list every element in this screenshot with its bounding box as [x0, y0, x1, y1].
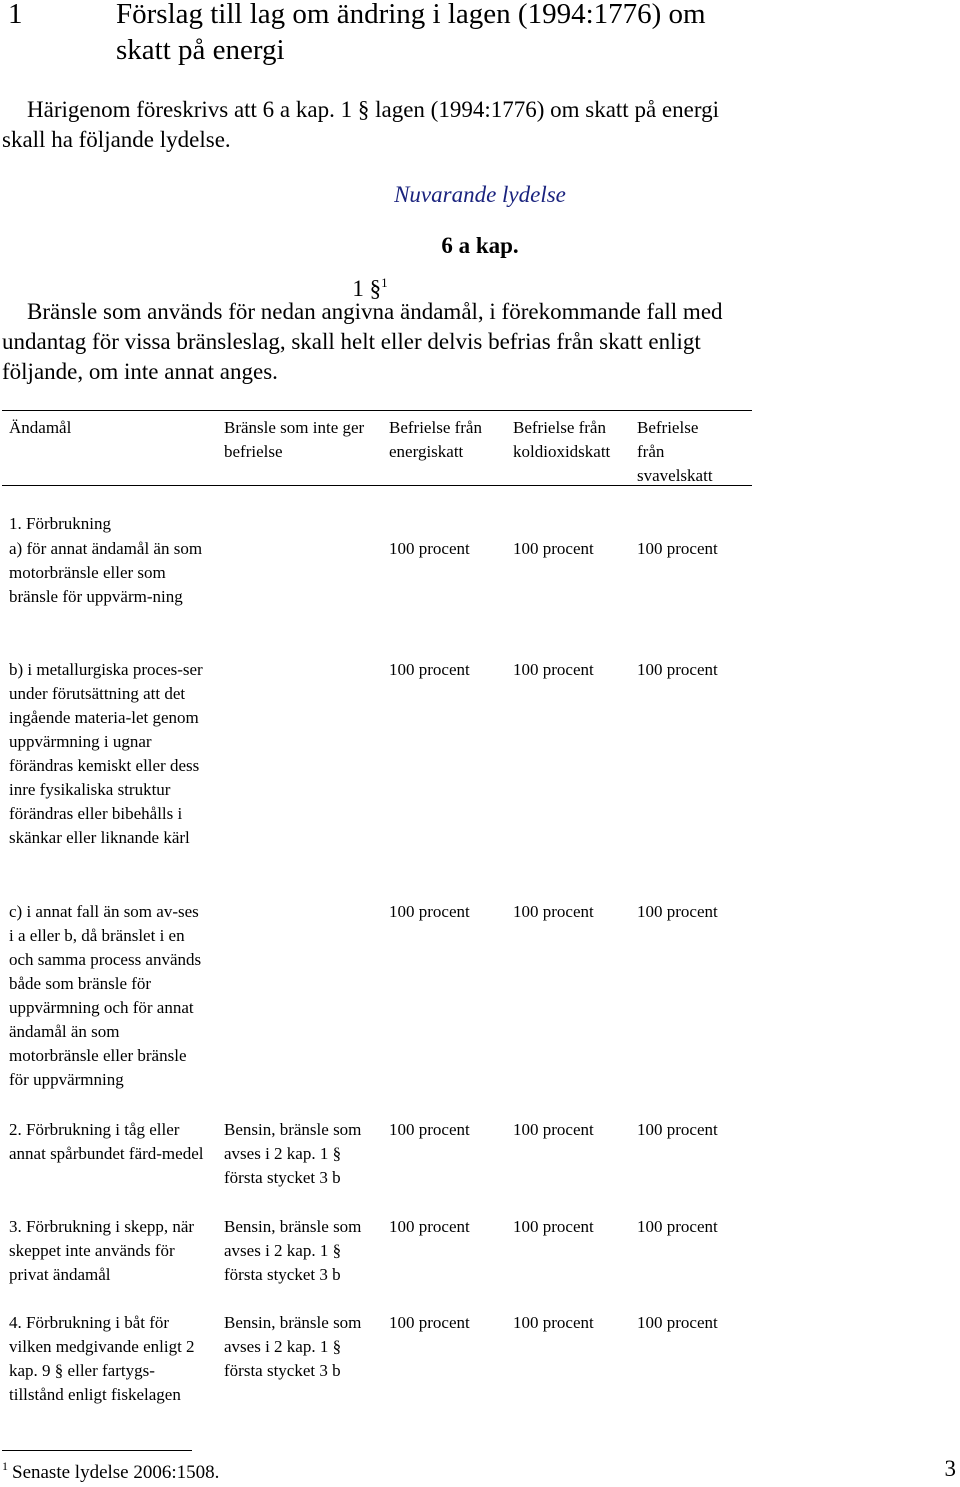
intro-paragraph: Härigenom föreskrivs att 6 a kap. 1 § lagen (1994:1776) om skatt på energi skall ha följande lydelse. [2, 97, 719, 152]
table-cell-co2: 100 procent [513, 902, 594, 921]
table-cell-energy: 100 procent [389, 1217, 470, 1236]
table-cell-energy: 100 procent [389, 1120, 470, 1139]
page-title: Förslag till lag om ändring i lagen (1994:1776) om skatt på energi [116, 0, 706, 66]
version-label: Nuvarande lydelse [394, 182, 566, 207]
section-number: 1 [8, 0, 23, 30]
table-cell-sulfur: 100 procent [637, 1217, 718, 1236]
table-header-purpose: Ändamål [9, 418, 72, 437]
chapter-heading: 6 a kap. [441, 233, 519, 258]
table-cell-sulfur: 100 procent [637, 902, 718, 921]
table-cell-energy: 100 procent [389, 539, 470, 558]
table-cell-fuel: Bensin, bränsle som avses i 2 kap. 1 § första stycket 3 b [224, 1120, 362, 1187]
table-row-purpose: a) för annat ändamål än som motorbränsle eller som bränsle för uppvärm-ning [9, 539, 203, 606]
table-top-rule [2, 410, 752, 411]
table-cell-co2: 100 procent [513, 1313, 594, 1332]
table-header-energy-tax: Befrielse från energiskatt [389, 418, 482, 461]
table-cell-co2: 100 procent [513, 539, 594, 558]
footnote-text: Senaste lydelse 2006:1508. [12, 1462, 220, 1483]
table-header-sulfur-tax: Befrielse från svavelskatt [637, 418, 713, 485]
table-cell-energy: 100 procent [389, 1313, 470, 1332]
paragraph-label: 1 § [352, 276, 382, 301]
table-cell-sulfur: 100 procent [637, 1120, 718, 1139]
body-paragraph: Bränsle som används för nedan angivna ändamål, i förekommande fall med undantag för vissa bränsleslag, skall helt eller delvis befrias från skatt enligt följande, om inte annat anges. [2, 299, 723, 384]
table-cell-sulfur: 100 procent [637, 539, 718, 558]
table-cell-sulfur: 100 procent [637, 660, 718, 679]
table-cell-co2: 100 procent [513, 1120, 594, 1139]
table-row-purpose: 4. Förbrukning i båt för vilken medgivande enligt 2 kap. 9 § eller fartygs-tillstånd enligt fiskelagen [9, 1313, 195, 1404]
footnote [2, 1452, 219, 1487]
table-row-purpose: b) i metallurgiska proces-ser under förutsättning att det ingående materia-let genom uppvärmning i ugnar förändras kemiskt eller dess inre fysikaliska struktur förändras eller bibehålls i skänkar eller liknande kärl [9, 660, 203, 847]
footnote-marker: 1 [2, 1459, 8, 1473]
table-row-purpose: 3. Förbrukning i skepp, när skeppet inte används för privat ändamål [9, 1217, 195, 1284]
table-cell-energy: 100 procent [389, 902, 470, 921]
table-row-purpose: c) i annat fall än som av-ses i a eller b, då bränslet i en och samma process används både som bränsle för uppvärmning och för annat ändamål än som motorbränsle eller bränsle för uppvärmning [9, 902, 202, 1089]
table-cell-fuel: Bensin, bränsle som avses i 2 kap. 1 § första stycket 3 b [224, 1313, 362, 1380]
footnote-reference: 1 [381, 275, 388, 290]
table-cell-fuel: Bensin, bränsle som avses i 2 kap. 1 § första stycket 3 b [224, 1217, 362, 1284]
table-cell-co2: 100 procent [513, 1217, 594, 1236]
page-number: 3 [944, 1456, 956, 1481]
table-section-title: 1. Förbrukning [9, 514, 111, 533]
table-cell-energy: 100 procent [389, 660, 470, 679]
table-row-purpose: 2. Förbrukning i tåg eller annat spårbundet färd-medel [9, 1120, 204, 1163]
footnote-rule [2, 1450, 192, 1451]
table-header-rule [2, 485, 752, 486]
table-header-co2-tax: Befrielse från koldioxidskatt [513, 418, 611, 461]
table-cell-co2: 100 procent [513, 660, 594, 679]
table-header-fuel: Bränsle som inte ger befrielse [224, 418, 365, 461]
table-cell-sulfur: 100 procent [637, 1313, 718, 1332]
